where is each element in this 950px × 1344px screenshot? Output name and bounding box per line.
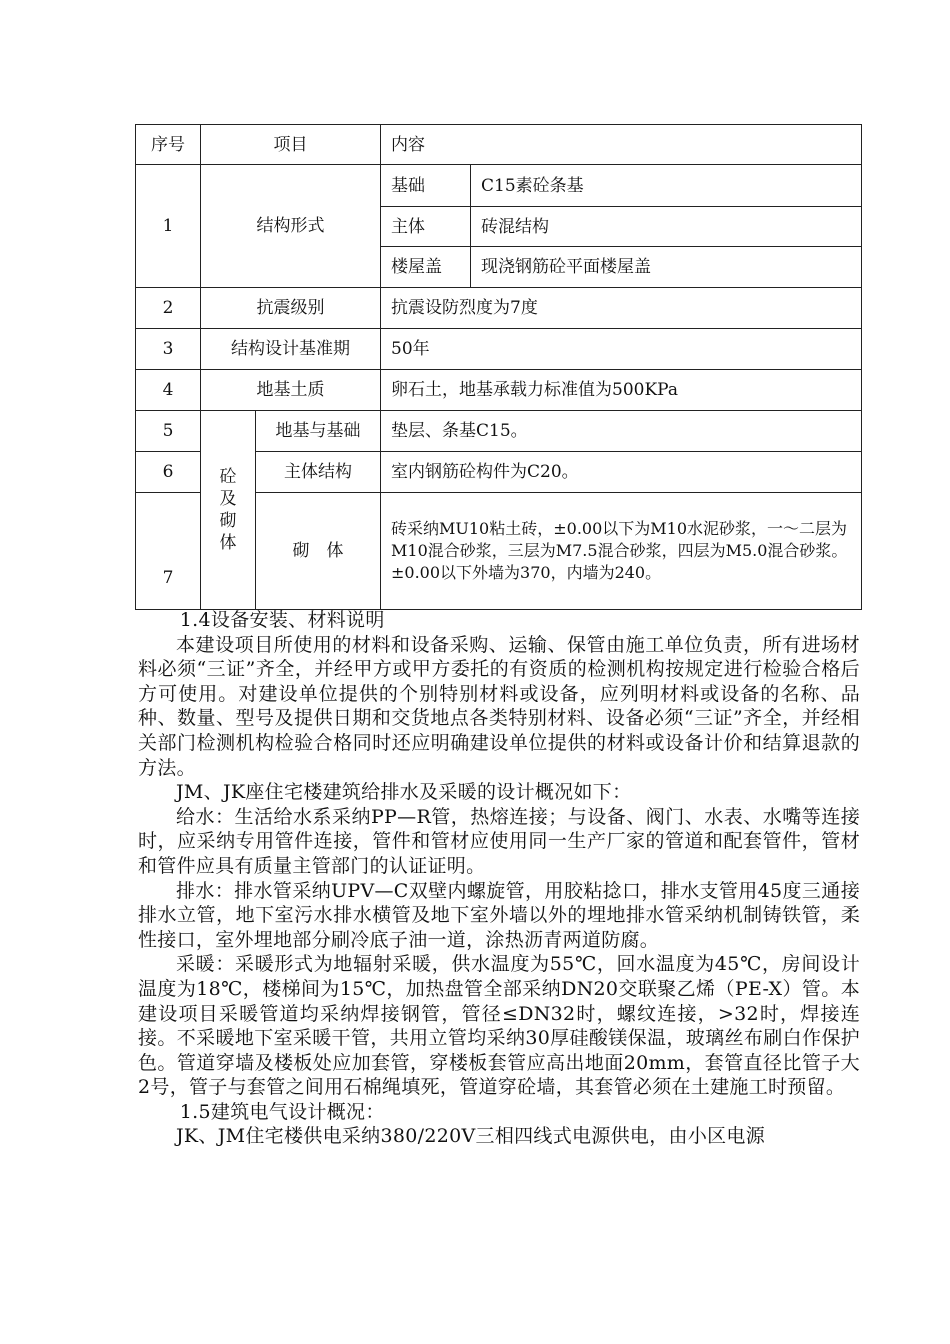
paragraph: 排水：排水管采纳UPV—C双壁内螺旋管，用胶粘捻口，排水支管用45度三通接排水立管，地下室污水排水横管及地下室外墙以外的埋地排水管采纳机制铸铁管，柔性接口，室外埋地部分刷冷底子油一道，涂热沥青两道防腐。 [138,879,860,951]
row-number: 2 [136,288,201,329]
row-number: 1 [136,165,201,288]
row-item: 主体结构 [256,452,381,493]
table-header-row [136,125,862,165]
header-item: 项目 [201,125,381,165]
row-item: 地基与基础 [256,411,381,452]
row-content: 砖采纳MU10粘土砖，±0.00以下为M10水泥砂浆，一～二层为M10混合砂浆，三层为M7.5混合砂浆，四层为M5.0混合砂浆。±0.00以下外墙为370，内墙为240。 [381,493,862,610]
row-content: 卵石土，地基承载力标准值为500KPa [381,370,862,411]
paragraph: 采暖：采暖形式为地辐射采暖，供水温度为55℃，回水温度为45℃，房间设计温度为18℃，楼梯间为15℃，加热盘管全部采纳DN20交联聚乙烯（PE-X）管。本建设项目采暖管道均采纳焊接钢管，管径≤DN32时，螺纹连接，>32时，焊接连接。不采暖地下室采暖干管，共用立管均采纳30厚硅酸镁保温，玻璃丝布刷白作保护色。管道穿墙及楼板处应加套管，穿楼板套管应高出地面20mm，套管直径比管子大2号，管子与套管之间用石棉绳填死，管道穿砼墙，其套管必须在土建施工时预留。 [138,953,860,1099]
group-label-char: 体 [219,533,237,553]
table-row [136,411,862,452]
paragraph: JM、JK座住宅楼建筑给排水及采暖的设计概况如下： [176,781,632,804]
row-item: 地基土质 [201,370,381,411]
sub-item-name: 主体 [381,207,471,247]
group-label-char: 砌 [219,511,237,531]
row-number: 4 [136,370,201,411]
sub-item-name: 楼屋盖 [381,247,471,288]
row-item: 砌 体 [256,493,381,610]
table-row [136,370,862,411]
row-content: 抗震设防烈度为7度 [381,288,862,329]
row-number: 3 [136,329,201,370]
document-body [138,608,860,1149]
table-row [136,329,862,370]
row-item: 结构设计基准期 [201,329,381,370]
row-item: 结构形式 [201,165,381,288]
row-content: 室内钢筋砼构件为C20。 [381,452,862,493]
section-heading-1-4: 1.4设备安装、材料说明 [179,609,385,631]
row-item: 抗震级别 [201,288,381,329]
table-row [136,288,862,329]
design-overview-table [135,124,862,610]
row-number: 5 [136,411,201,452]
paragraph: 给水：生活给水系采纳PP—R管，热熔连接；与设备、阀门、水表、水嘴等连接时，应采纳专用管件连接，管件和管材应使用同一生产厂家的管道和配套管件，管材和管件应具有质量主管部门的认证证明。 [138,805,860,877]
section-heading-1-5: 1.5建筑电气设计概况： [179,1100,385,1123]
header-content: 内容 [381,125,862,165]
row-number: 7 [136,493,201,610]
row-content: 垫层、条基C15。 [381,411,862,452]
group-label-char: 及 [219,489,237,509]
sub-item-value: C15素砼条基 [471,165,862,207]
sub-item-value: 砖混结构 [471,207,862,247]
group-label-char: 砼 [219,467,237,487]
row-number: 6 [136,452,201,493]
header-no: 序号 [136,125,201,165]
paragraph: 本建设项目所使用的材料和设备采购、运输、保管由施工单位负责，所有进场材料必须“三证”齐全，并经甲方或甲方委托的有资质的检测机构按规定进行检验合格后方可使用。对建设单位提供的个别特别材料或设备，应列明材料或设备的名称、品种、数量、型号及提供日期和交货地点各类特别材料、设备必须“三证”齐全，并经相关部门检测机构检验合格同时还应明确建设单位提供的材料或设备计价和结算退款的方法。 [138,633,860,779]
paragraph: JK、JM住宅楼供电采纳380/220V三相四线式电源供电，由小区电源 [176,1125,766,1148]
sub-item-name: 基础 [381,165,471,207]
sub-item-value: 现浇钢筋砼平面楼屋盖 [471,247,862,288]
group-label-concrete-masonry [201,411,256,610]
table-row [136,165,862,207]
row-content: 50年 [381,329,862,370]
